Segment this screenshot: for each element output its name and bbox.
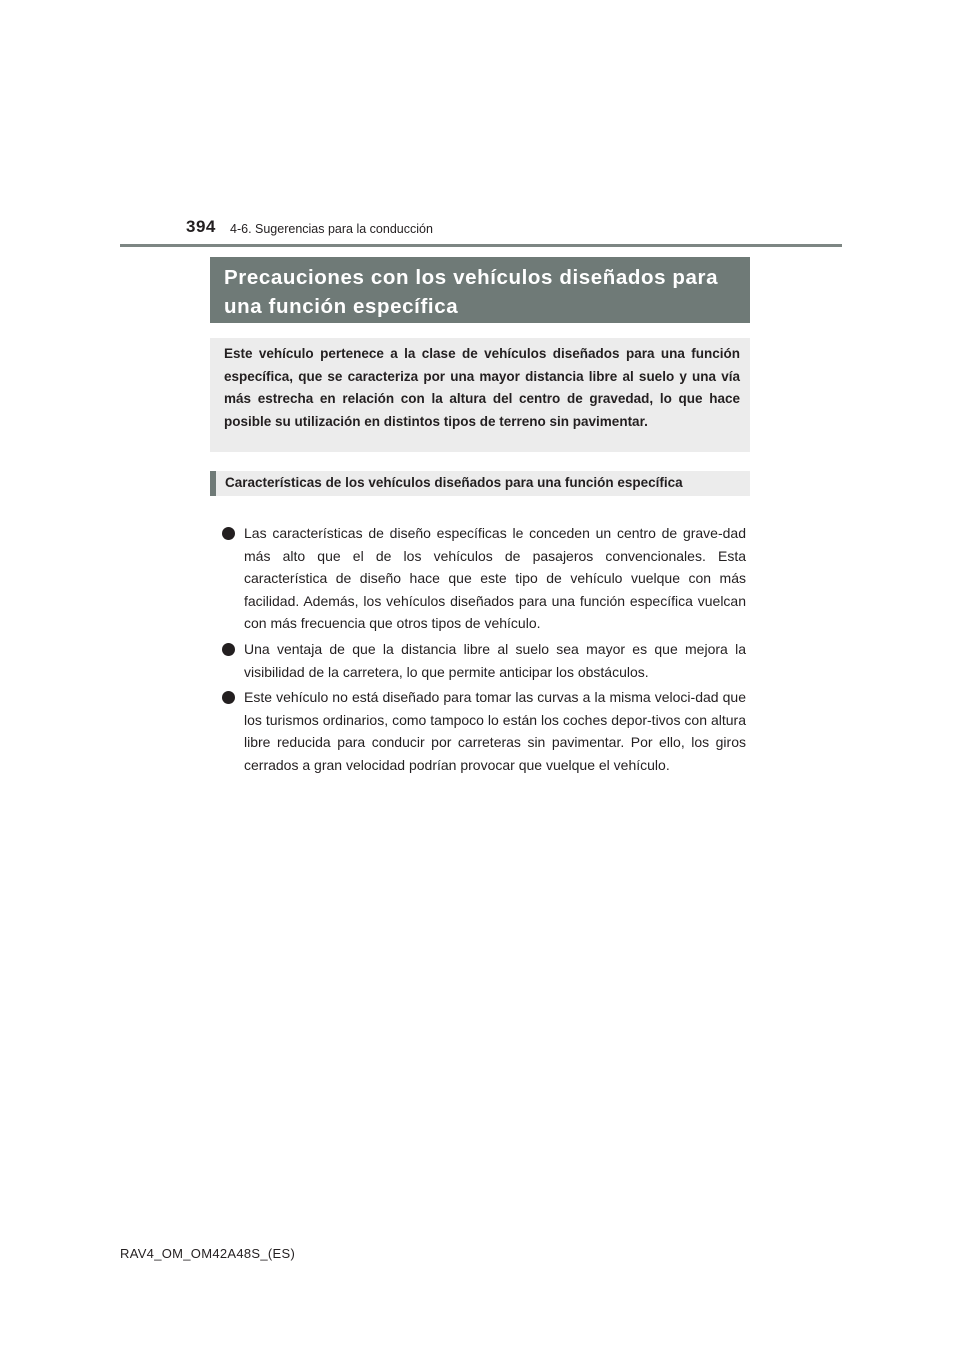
intro-paragraph: Este vehículo pertenece a la clase de vehículos diseñados para una función específica, que se caracteriza por una mayor distancia libre al suelo y una vía más estrecha en relación con la altura del centro de gravedad, lo que hace posible su utilización en distintos tipos de terreno sin pavimentar. — [210, 338, 750, 452]
subsection-heading: Características de los vehículos diseñados para una función específica — [210, 471, 750, 496]
bullet-icon — [222, 527, 235, 540]
bullet-icon — [222, 691, 235, 704]
list-item — [222, 522, 746, 635]
list-item-text: Las características de diseño específicas le conceden un centro de grave-dad más alto que el de los vehículos de pasajeros convencionales. Esta característica de diseño hace que este tipo de vehículo vuelque con más facilidad. Además, los vehículos diseñados para una función específica vuelcan con más frecuencia que otros tipos de vehículo. — [244, 525, 746, 632]
section-title: Precauciones con los vehículos diseñados para una función específica — [210, 257, 750, 323]
bullet-icon — [222, 643, 235, 656]
header-divider — [120, 244, 842, 247]
section-breadcrumb: 4-6. Sugerencias para la conducción — [230, 222, 433, 236]
page-number: 394 — [186, 217, 216, 236]
list-item-text: Este vehículo no está diseñado para tomar las curvas a la misma veloci-dad que los turismos ordinarios, como tampoco lo están los coches depor-tivos con altura libre reducida para conducir por carreteras sin pavimentar. Por ello, los giros cerrados a gran velocidad podrían provocar que vuelque el vehículo. — [244, 689, 746, 773]
list-item-text: Una ventaja de que la distancia libre al suelo sea mayor es que mejora la visibilidad de la carretera, lo que permite anticipar los obstáculos. — [244, 640, 746, 680]
list-item — [222, 638, 746, 683]
document-code: RAV4_OM_OM42A48S_(ES) — [120, 1246, 296, 1261]
bullet-list — [222, 522, 746, 780]
list-item — [222, 686, 746, 776]
